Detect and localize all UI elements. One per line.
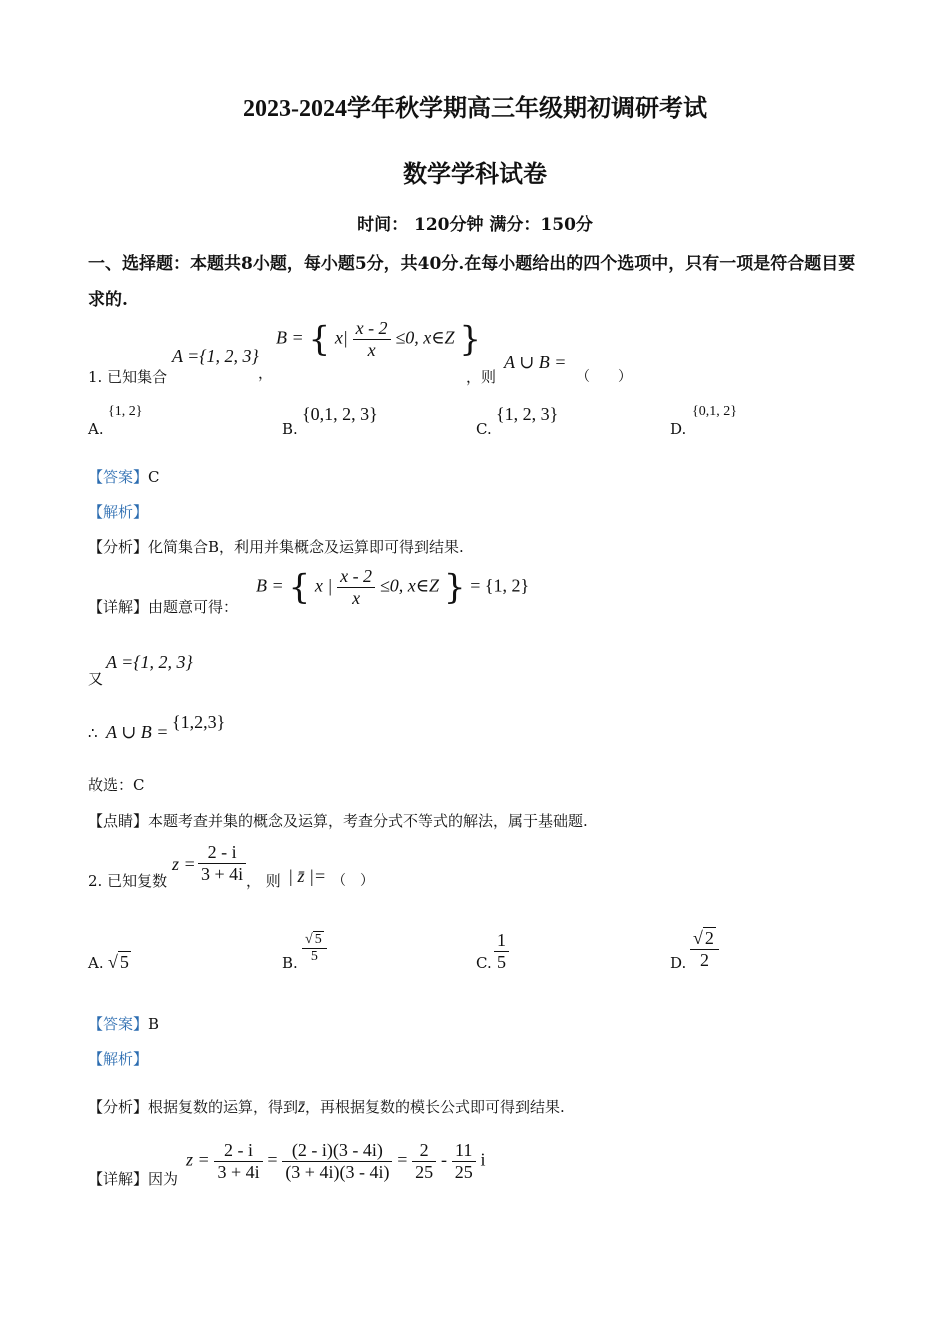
fenxi-tag: 【分析】 (88, 538, 149, 556)
fraction-numerator: √ 5 (302, 932, 327, 949)
q1-choose: 故选：C (88, 776, 145, 794)
q2-then: ， 则 (246, 872, 281, 890)
q1-answer (88, 466, 160, 487)
detail-text: 因为 (148, 1170, 179, 1188)
answer-tag: 【答案】 (88, 1015, 149, 1033)
q2-option-b-value (302, 932, 327, 965)
detail-tag: 【详解】 (88, 598, 149, 616)
left-brace: { (308, 319, 331, 360)
detail-equals-1: = (267, 1149, 278, 1170)
answer-value: B (148, 1015, 160, 1033)
q2-option-d-value (690, 928, 719, 971)
q1-option-c-label: C. (476, 420, 492, 438)
exam-meta: 时间： 120分钟 满分：150分 (357, 215, 593, 235)
detail-equals-2: = (397, 1149, 408, 1170)
q1-therefore-equation: A ∪ B = (106, 722, 169, 742)
q1-comment (88, 810, 588, 831)
fraction-numerator: x - 2 (337, 566, 375, 588)
fraction-denominator: x (367, 340, 376, 360)
fraction-numerator: 2 - i (198, 842, 246, 864)
answer-tag: 【答案】 (88, 468, 149, 486)
q1-analysis-tag: 【解析】 (88, 503, 149, 521)
detail-eq-fraction (337, 566, 375, 609)
detail-imaginary-unit: i (480, 1149, 486, 1170)
q1-option-a-label: A. (88, 420, 104, 438)
detail-fraction-3 (412, 1140, 436, 1183)
fenxi-text: 化简集合B，利用并集概念及运算即可得到结果. (148, 538, 464, 556)
q2-answer (88, 1013, 159, 1034)
fraction-denominator: 5 (310, 949, 318, 964)
q2-prefix: 2. 已知复数 (88, 872, 168, 890)
fraction-denominator: 3 + 4i (217, 1162, 260, 1182)
q1-fenxi (88, 536, 464, 557)
sqrt-radicand: 5 (314, 932, 322, 947)
detail-eq-x: x | (314, 575, 333, 596)
q1-option-d-value: {0,1, 2} (692, 404, 737, 419)
detail-eq-result: = {1, 2} (470, 575, 530, 596)
q1-set-a: A ={1, 2, 3} (172, 346, 259, 366)
q2-z: z = (172, 854, 196, 874)
fraction-denominator: 3 + 4i (201, 864, 244, 884)
q1-then: ，则 (466, 368, 497, 386)
q2-option-a-value: √ 5 (108, 952, 129, 972)
q1-union: A ∪ B = (504, 352, 567, 372)
q1-prefix: 1. 已知集合 (88, 368, 168, 386)
q2-paren: （ ） (332, 873, 374, 889)
q1-set-b-x: x| (334, 327, 348, 348)
q2-option-d-label: D. (670, 954, 687, 972)
q2-fraction (198, 842, 246, 885)
left-brace: { (288, 567, 311, 608)
q1-option-d-label: D. (670, 420, 687, 438)
q1-comma: ， (258, 364, 274, 382)
fenxi-text-b: ，再根据复数的模长公式即可得到结果. (305, 1098, 565, 1116)
q2-analysis-tag: 【解析】 (88, 1050, 149, 1068)
detail-fraction-4 (452, 1140, 476, 1183)
q1-set-b-left: B = (276, 327, 304, 348)
detail-z: z = (186, 1149, 210, 1170)
q1-set-b-fraction (353, 318, 391, 361)
q2-option-c-label: C. (476, 954, 492, 972)
q2-detail-equation (186, 1140, 486, 1196)
q1-option-b-value: {0,1, 2, 3} (302, 404, 378, 424)
fenxi-z-conjugate: z̄ (298, 1096, 306, 1116)
exam-title: 2023-2024学年秋学期高三年级期初调研考试 (243, 96, 707, 122)
q2-option-a-label: A. (88, 954, 104, 972)
q1-set-b-condition: ≤0, x∈Z (395, 327, 455, 348)
fraction-numerator: 2 - i (214, 1140, 262, 1162)
q2-detail-tag (88, 1168, 178, 1189)
right-brace: } (443, 567, 466, 608)
q2-fenxi (88, 1096, 565, 1117)
detail-tag: 【详解】 (88, 1170, 149, 1188)
q1-therefore-symbol: ∴ (88, 724, 98, 742)
q1-paren: （ ） (576, 369, 632, 385)
q2-option-c-value (494, 930, 509, 973)
q1-set-b (276, 318, 481, 374)
detail-eq-condition: ≤0, x∈Z (379, 575, 440, 596)
q1-option-a-value: {1, 2} (108, 404, 143, 419)
fraction-denominator: 25 (454, 1162, 473, 1182)
q1-option-c-value: {1, 2, 3} (496, 404, 559, 424)
q2-abs: | z̄ |= (288, 866, 327, 886)
sqrt-radicand: 2 (704, 928, 714, 948)
comment-text: 本题考查并集的概念及运算，考查分式不等式的解法，属于基础题. (148, 812, 588, 830)
detail-fraction-1 (214, 1140, 262, 1183)
q1-you-equation: A ={1, 2, 3} (106, 652, 193, 672)
q1-detail-tag (88, 596, 238, 617)
detail-fraction-2 (282, 1140, 392, 1183)
fraction-denominator: x (352, 588, 361, 608)
detail-text: 由题意可得： (148, 598, 239, 616)
detail-eq-left: B = (256, 575, 284, 596)
fraction-denominator: 2 (699, 950, 709, 970)
fraction-numerator: 2 (412, 1140, 436, 1162)
section-heading: 一、选择题：本题共8小题，每小题5分，共40分.在每小题给出的四个选项中，只有一项是符合题目要求的. (88, 254, 856, 310)
detail-minus: - (440, 1149, 447, 1170)
fraction-numerator: √ 2 (690, 928, 719, 950)
fraction-numerator: 1 (494, 930, 509, 952)
q1-option-b-label: B. (282, 420, 298, 438)
right-brace: } (459, 319, 481, 360)
fraction-numerator: x - 2 (353, 318, 391, 340)
fraction-denominator: 25 (415, 1162, 434, 1182)
fenxi-text-a: 根据复数的运算，得到 (148, 1098, 299, 1116)
comment-tag: 【点睛】 (88, 812, 149, 830)
fraction-numerator: (2 - i)(3 - 4i) (282, 1140, 392, 1162)
q2-option-b-label: B. (282, 954, 298, 972)
q1-detail-equation (256, 566, 529, 622)
fraction-denominator: 5 (497, 952, 506, 972)
q1-therefore-value: {1,2,3} (172, 712, 226, 732)
answer-value: C (148, 468, 160, 486)
exam-subtitle: 数学学科试卷 (403, 162, 547, 188)
fraction-denominator: (3 + 4i)(3 - 4i) (285, 1162, 390, 1182)
fenxi-tag: 【分析】 (88, 1098, 149, 1116)
q1-you: 又 (88, 670, 104, 688)
fraction-numerator: 11 (452, 1140, 476, 1162)
sqrt-radicand: 5 (119, 952, 129, 972)
